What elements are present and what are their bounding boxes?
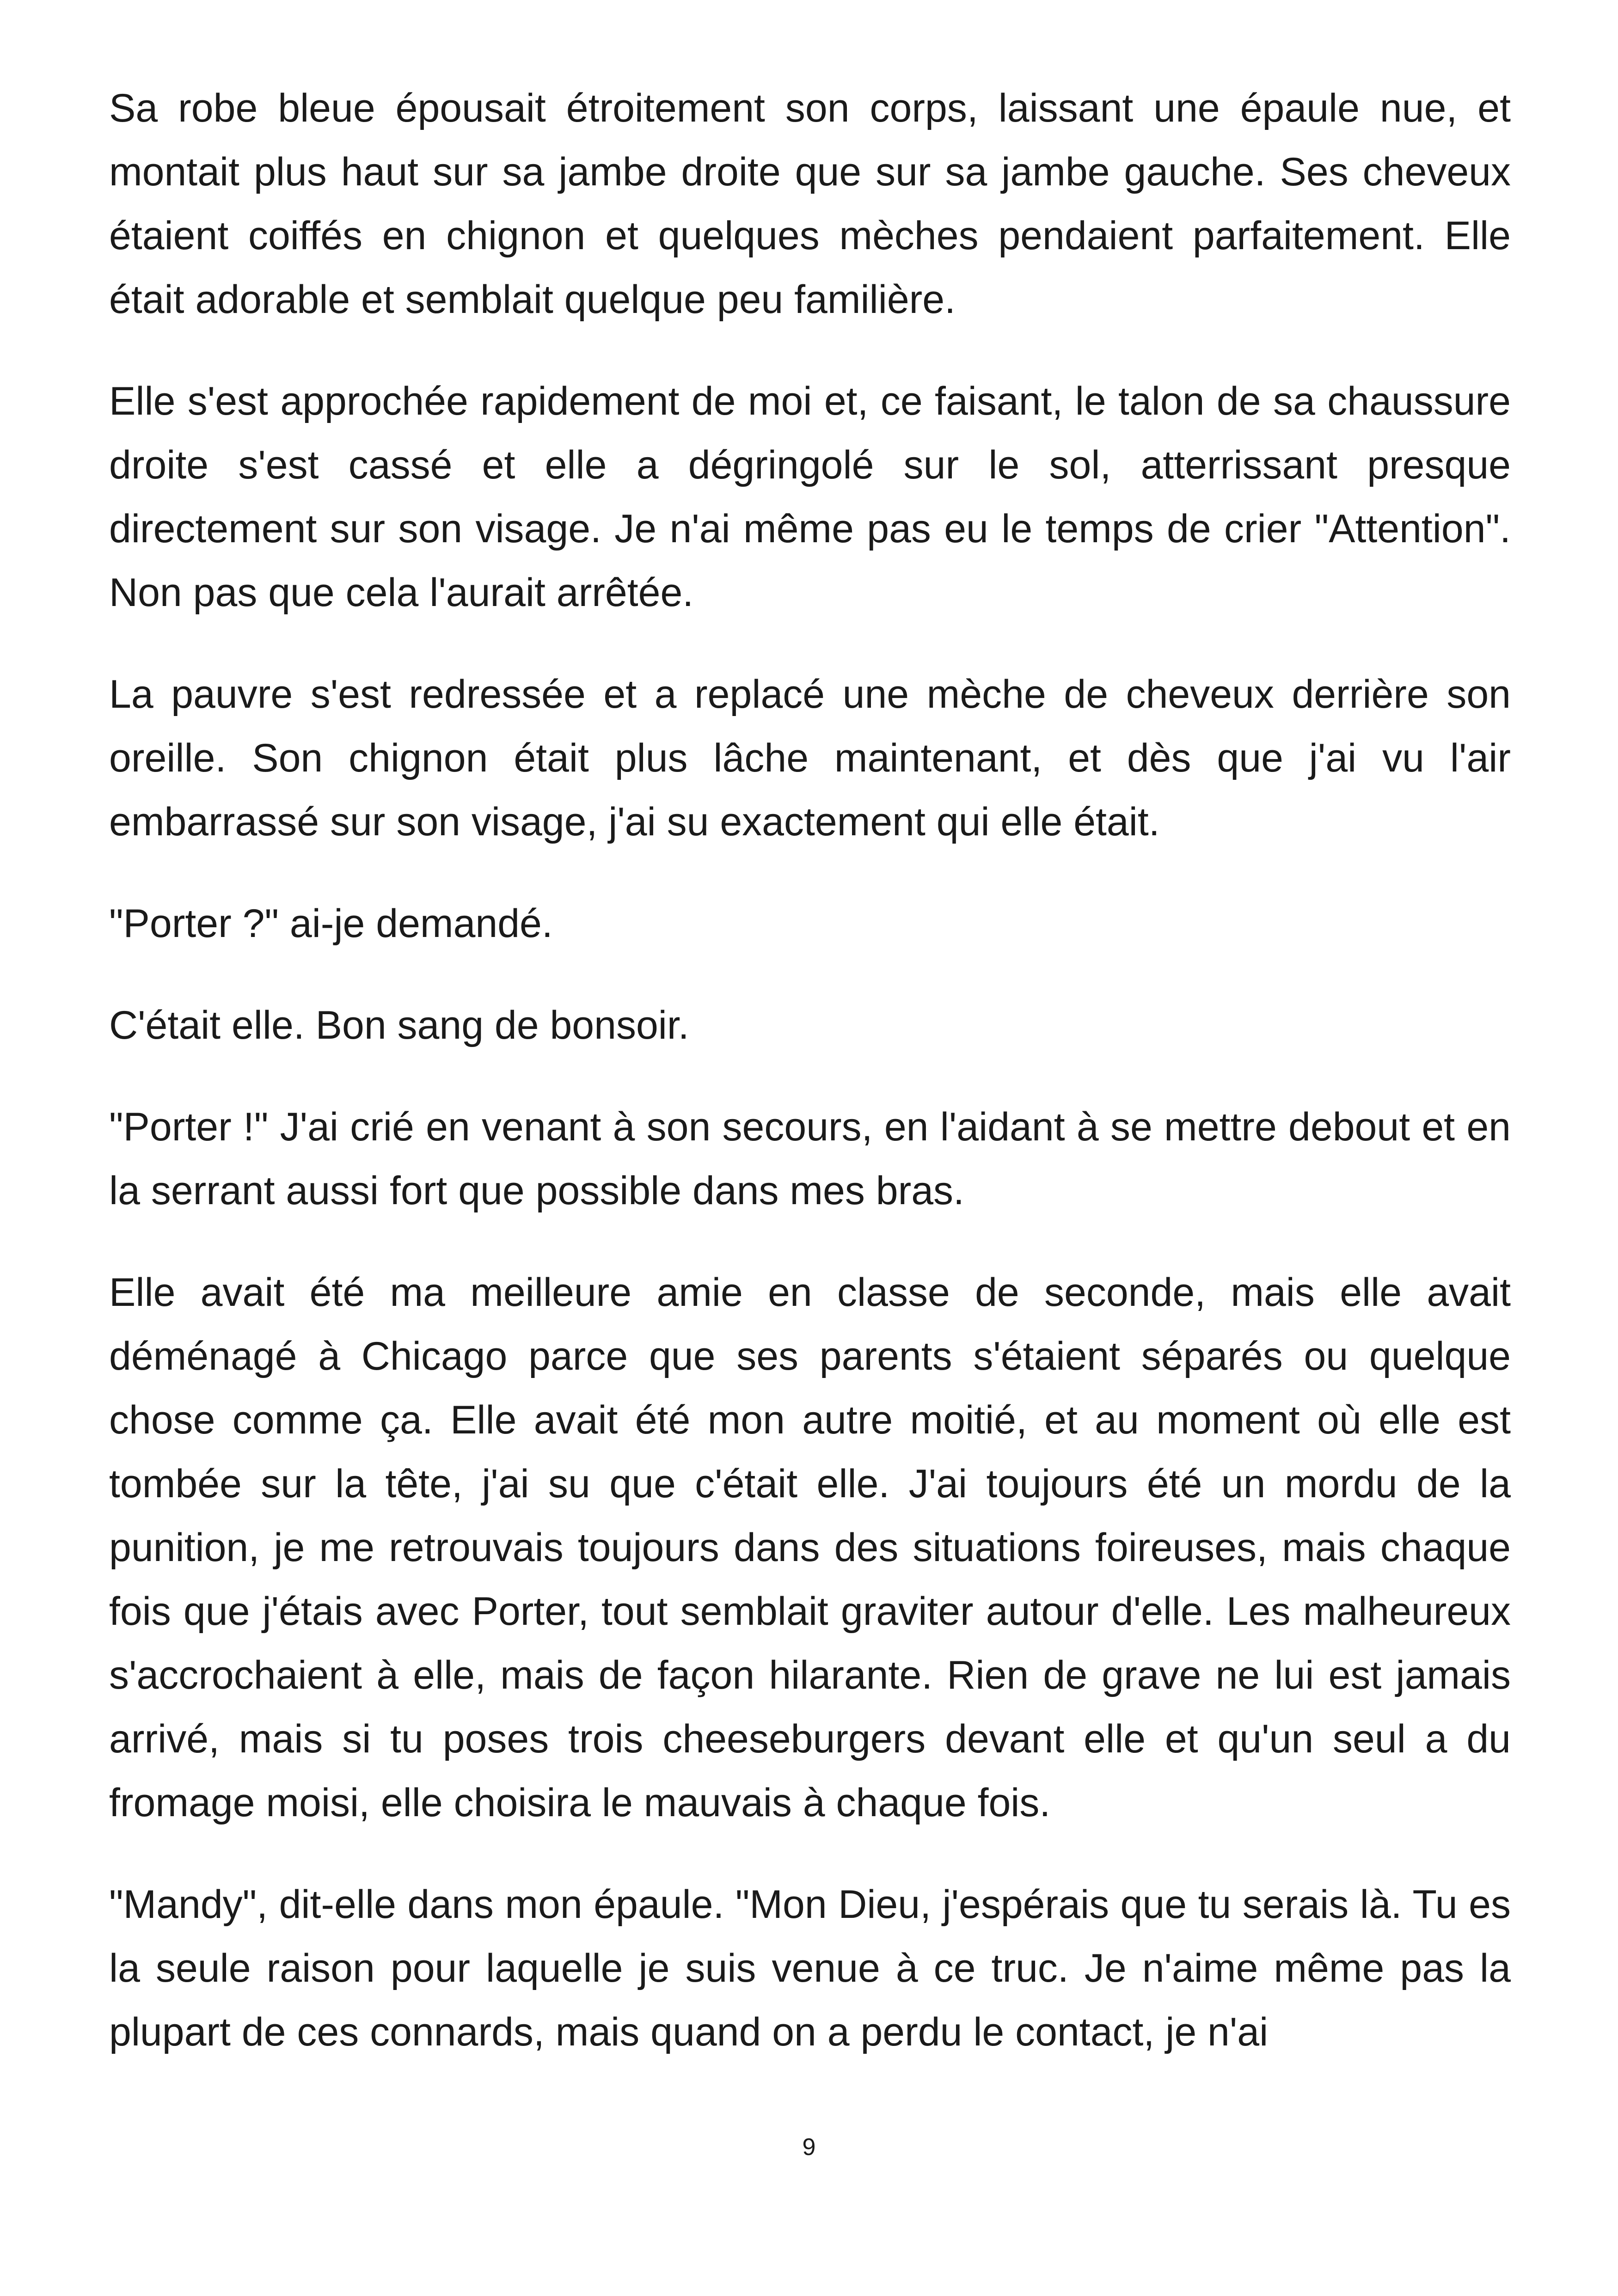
paragraph: C'était elle. Bon sang de bonsoir. [109,1003,689,1047]
paragraph: "Porter !" J'ai crié en venant à son secours, en l'aidant à se mettre debout et en la serrant aussi fort que possible dans mes bras. [109,1105,1511,1213]
body-text [109,76,1511,2064]
paragraph: "Porter ?" ai-je demandé. [109,901,553,946]
paragraph: Elle avait été ma meilleure amie en classe de seconde, mais elle avait déménagé à Chicago parce que ses parents s'étaient séparés ou quelque chose comme ça. Elle avait été mon autre moitié, et au moment où elle est tombée sur la tête, j'ai su que c'était elle. J'ai toujours été un mordu de la punition, je me retrouvais toujours dans des situations foireuses, mais chaque fois que j'étais avec Porter, tout semblait graviter autour d'elle. Les malheureux s'accrochaient à elle, mais de façon hilarante. Rien de grave ne lui est jamais arrivé, mais si tu poses trois cheeseburgers devant elle et qu'un seul a du fromage moisi, elle choisira le mauvais à chaque fois. [109,1270,1511,1825]
paragraph: "Mandy", dit-elle dans mon épaule. "Mon Dieu, j'espérais que tu serais là. Tu es la seule raison pour laquelle je suis venue à ce truc. Je n'aime même pas la plupart de ces connards, mais quand on a perdu le contact, je n'ai [109,1882,1511,2054]
page-number: 9 [802,2134,816,2161]
paragraph: Elle s'est approchée rapidement de moi et, ce faisant, le talon de sa chaussure droite s'est cassé et elle a dégringolé sur le sol, atterrissant presque directement sur son visage. Je n'ai même pas eu le temps de crier "Attention". Non pas que cela l'aurait arrêtée. [109,379,1511,615]
paragraph: Sa robe bleue épousait étroitement son corps, laissant une épaule nue, et montait plus haut sur sa jambe droite que sur sa jambe gauche. Ses cheveux étaient coiffés en chignon et quelques mèches pendaient parfaitement. Elle était adorable et semblait quelque peu familière. [109,86,1511,322]
paragraph: La pauvre s'est redressée et a replacé une mèche de cheveux derrière son oreille. Son chignon était plus lâche maintenant, et dès que j'ai vu l'air embarrassé sur son visage, j'ai su exactement qui elle était. [109,672,1511,844]
